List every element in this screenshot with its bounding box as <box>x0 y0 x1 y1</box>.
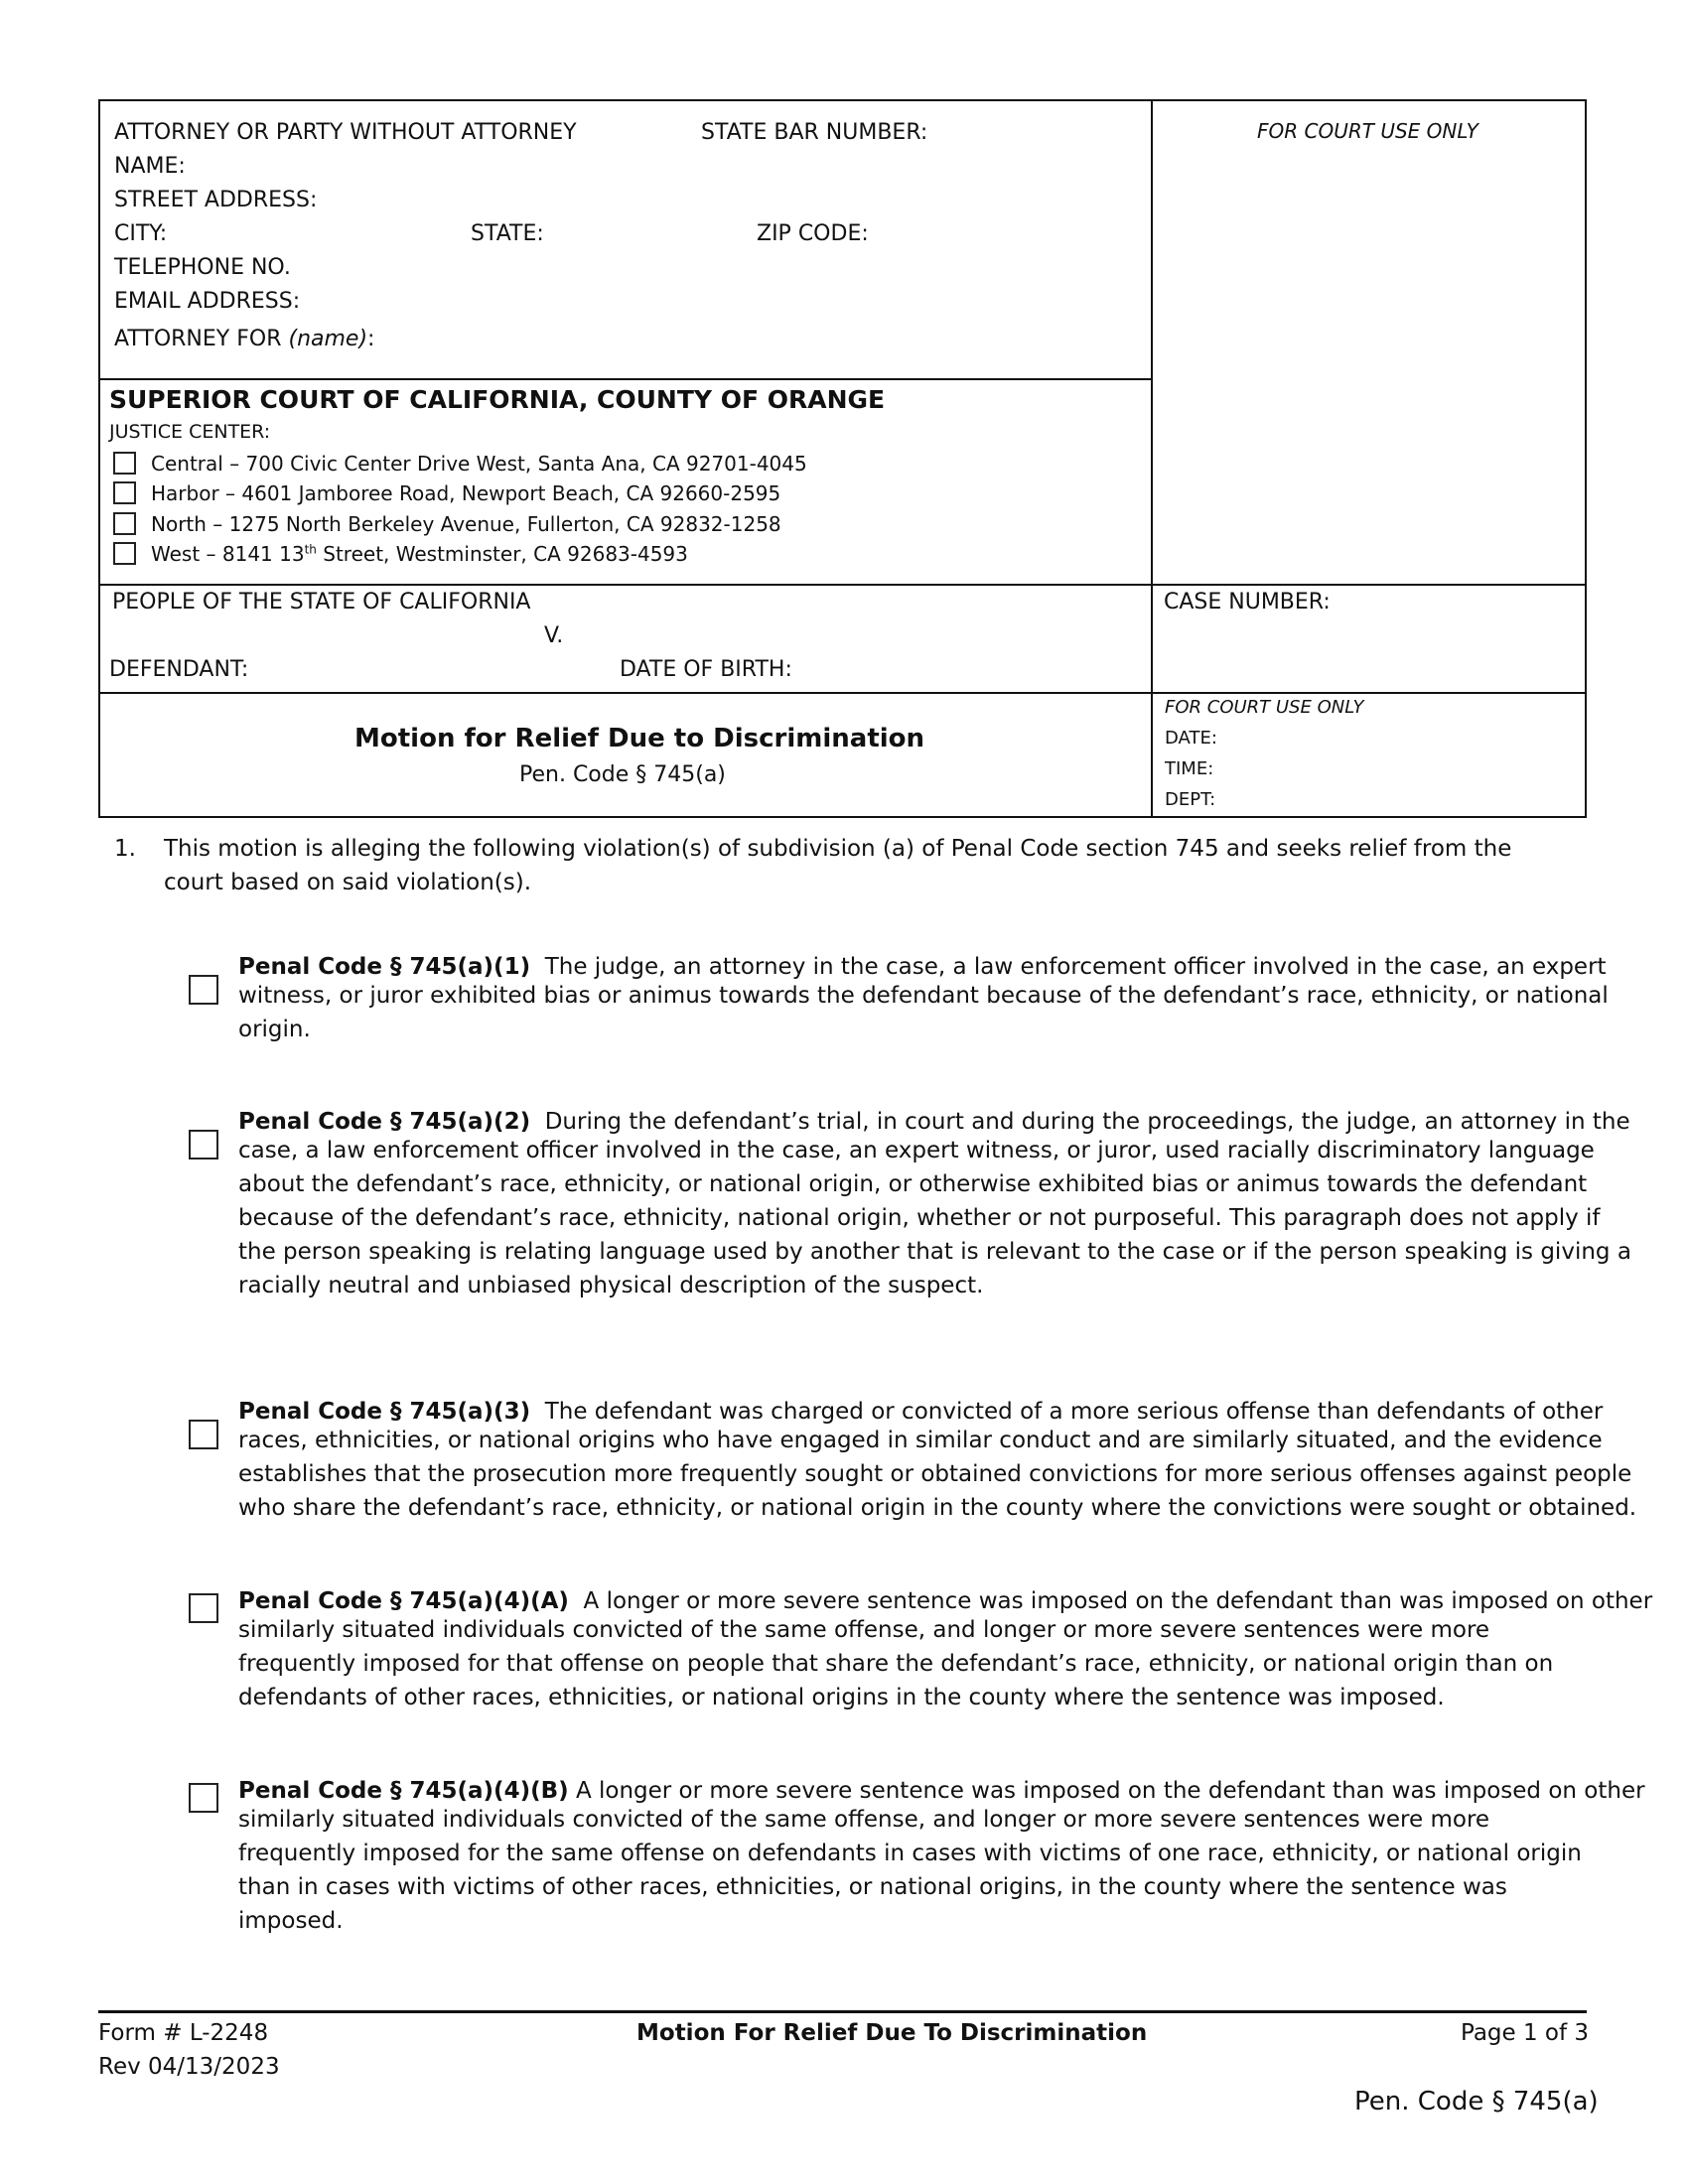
violation-line: the person speaking is relating language used by another that is relevant to the case or if the person speaking is giving a <box>238 1239 1631 1265</box>
footer-code: Pen. Code § 745(a) <box>1354 2087 1599 2116</box>
attorney-for-colon: : <box>367 327 375 351</box>
violation-745-a-4-B <box>238 1780 1645 1938</box>
checkbox-north[interactable] <box>113 512 136 535</box>
center-harbor-label: Harbor – 4601 Jamboree Road, Newport Beach, CA 92660-2595 <box>151 481 781 505</box>
footer-title: Motion For Relief Due To Discrimination <box>636 2020 1148 2046</box>
state-label: STATE: <box>471 221 544 246</box>
street-label: STREET ADDRESS: <box>114 188 318 212</box>
violation-line <box>238 1401 1636 1424</box>
footer-form-number: Form # L-2248 <box>98 2020 269 2046</box>
violation-code: Penal Code § 745(a)(1) <box>238 954 531 980</box>
divider-court-parties <box>98 584 1587 586</box>
violation-line <box>238 1111 1631 1134</box>
date-label: DATE: <box>1165 728 1217 749</box>
center-west-label-post: Street, Westminster, CA 92683-4593 <box>316 542 688 566</box>
zip-label: ZIP CODE: <box>757 221 869 246</box>
violation-745-a-1 <box>238 956 1609 1046</box>
attorney-for-hint: (name) <box>288 327 368 351</box>
violation-line: about the defendant’s race, ethnicity, or national origin, or otherwise exhibited bias or animus towards the defendant <box>238 1171 1588 1197</box>
violation-text: The defendant was charged or convicted of a more serious offense than defendants of other <box>544 1399 1604 1425</box>
attorney-for-label <box>114 329 374 350</box>
violation-text: During the defendant’s trial, in court and during the proceedings, the judge, an attorney in the <box>544 1109 1630 1135</box>
checkbox-745-a-1[interactable] <box>189 975 218 1005</box>
violation-code: Penal Code § 745(a)(2) <box>238 1109 531 1135</box>
form-subtitle: Pen. Code § 745(a) <box>519 762 726 787</box>
people-label: PEOPLE OF THE STATE OF CALIFORNIA <box>112 590 531 614</box>
violation-line: case, a law enforcement officer involved in the case, an expert witness, or juror, used racially discriminatory language <box>238 1138 1595 1163</box>
violation-line: frequently imposed for the same offense on defendants in cases with victims of one race, ethnicity, or national origin <box>238 1841 1582 1866</box>
violation-line: because of the defendant’s race, ethnicity, national origin, whether or not purposeful. This paragraph does not apply if <box>238 1205 1601 1231</box>
violation-text: A longer or more severe sentence was imposed on the defendant than was imposed on other <box>575 1778 1645 1804</box>
item-line-2: court based on said violation(s). <box>164 870 532 895</box>
violation-line: racially neutral and unbiased physical description of the suspect. <box>238 1273 984 1298</box>
violation-line: similarly situated individuals convicted of the same offense, and longer or more severe sentences were more <box>238 1617 1490 1643</box>
violation-text: A longer or more severe sentence was imposed on the defendant than was imposed on other <box>583 1588 1653 1614</box>
checkbox-745-a-4-B[interactable] <box>189 1783 218 1813</box>
checkbox-central[interactable] <box>113 452 136 475</box>
center-west-label <box>151 544 688 564</box>
violation-745-a-2 <box>238 1111 1631 1302</box>
versus-label: V. <box>544 623 564 648</box>
violation-text: The judge, an attorney in the case, a law enforcement officer involved in the case, an expert <box>544 954 1607 980</box>
checkbox-745-a-4-A[interactable] <box>189 1593 218 1623</box>
center-west-label-sup: th <box>304 542 317 557</box>
attorney-label: ATTORNEY OR PARTY WITHOUT ATTORNEY <box>114 120 577 145</box>
dept-label: DEPT: <box>1165 789 1216 810</box>
item-line-1: This motion is alleging the following violation(s) of subdivision (a) of Penal Code section 745 and seeks relief from the <box>164 836 1512 862</box>
violation-line: witness, or juror exhibited bias or animus towards the defendant because of the defendant’s race, ethnicity, or national <box>238 983 1609 1009</box>
name-label: NAME: <box>114 154 186 179</box>
violation-line <box>238 1780 1645 1803</box>
checkbox-harbor[interactable] <box>113 481 136 504</box>
center-central-label: Central – 700 Civic Center Drive West, Santa Ana, CA 92701-4045 <box>151 452 807 476</box>
court-title: SUPERIOR COURT OF CALIFORNIA, COUNTY OF ORANGE <box>109 385 886 414</box>
violation-745-a-3 <box>238 1401 1636 1525</box>
justice-center-label: JUSTICE CENTER: <box>109 421 271 443</box>
violation-code: Penal Code § 745(a)(4)(B) <box>238 1778 569 1804</box>
center-north-label: North – 1275 North Berkeley Avenue, Fullerton, CA 92832-1258 <box>151 512 781 536</box>
checkbox-745-a-2[interactable] <box>189 1130 218 1160</box>
email-label: EMAIL ADDRESS: <box>114 289 301 314</box>
violation-745-a-4-A <box>238 1590 1652 1714</box>
violation-line: frequently imposed for that offense on people that share the defendant’s race, ethnicity, or national origin than on <box>238 1651 1554 1677</box>
dob-label: DATE OF BIRTH: <box>620 657 792 682</box>
divider-parties-title <box>98 692 1587 694</box>
case-number-label: CASE NUMBER: <box>1164 590 1331 614</box>
violation-line: than in cases with victims of other races, ethnicities, or national origins, in the county where the sentence was <box>238 1874 1507 1900</box>
item-number: 1. <box>114 836 136 862</box>
checkbox-west[interactable] <box>113 542 136 565</box>
state-bar-label: STATE BAR NUMBER: <box>701 120 928 145</box>
center-west-label-pre: West – 8141 13 <box>151 542 305 566</box>
attorney-for-text: ATTORNEY FOR <box>114 327 282 351</box>
telephone-label: TELEPHONE NO. <box>114 255 291 280</box>
footer-rule <box>98 2010 1587 2013</box>
city-label: CITY: <box>114 221 168 246</box>
form-title: Motion for Relief Due to Discrimination <box>354 724 925 753</box>
footer-page: Page 1 of 3 <box>1461 2020 1590 2046</box>
time-label: TIME: <box>1165 758 1214 779</box>
footer-revision: Rev 04/13/2023 <box>98 2054 280 2080</box>
violation-line: establishes that the prosecution more frequently sought or obtained convictions for more serious offenses against people <box>238 1461 1632 1487</box>
violation-line <box>238 1590 1652 1613</box>
violation-line: imposed. <box>238 1908 344 1934</box>
defendant-label: DEFENDANT: <box>109 657 249 682</box>
violation-code: Penal Code § 745(a)(4)(A) <box>238 1588 569 1614</box>
violation-line: who share the defendant’s race, ethnicity, or national origin in the county where the convictions were sought or obtained. <box>238 1495 1637 1521</box>
violation-line: defendants of other races, ethnicities, or national origins in the county where the sentence was imposed. <box>238 1685 1445 1710</box>
court-use-only-header: FOR COURT USE ONLY <box>1257 119 1478 143</box>
violation-line: origin. <box>238 1017 311 1042</box>
column-divider <box>1151 99 1153 818</box>
violation-line: races, ethnicities, or national origins who have engaged in similar conduct and are similarly situated, and the evidence <box>238 1428 1603 1453</box>
checkbox-745-a-3[interactable] <box>189 1420 218 1449</box>
violation-line: similarly situated individuals convicted of the same offense, and longer or more severe sentences were more <box>238 1807 1490 1833</box>
violation-line <box>238 956 1609 979</box>
court-use-only-title: FOR COURT USE ONLY <box>1165 697 1364 718</box>
violation-code: Penal Code § 745(a)(3) <box>238 1399 531 1425</box>
divider-attorney-court <box>98 378 1153 380</box>
